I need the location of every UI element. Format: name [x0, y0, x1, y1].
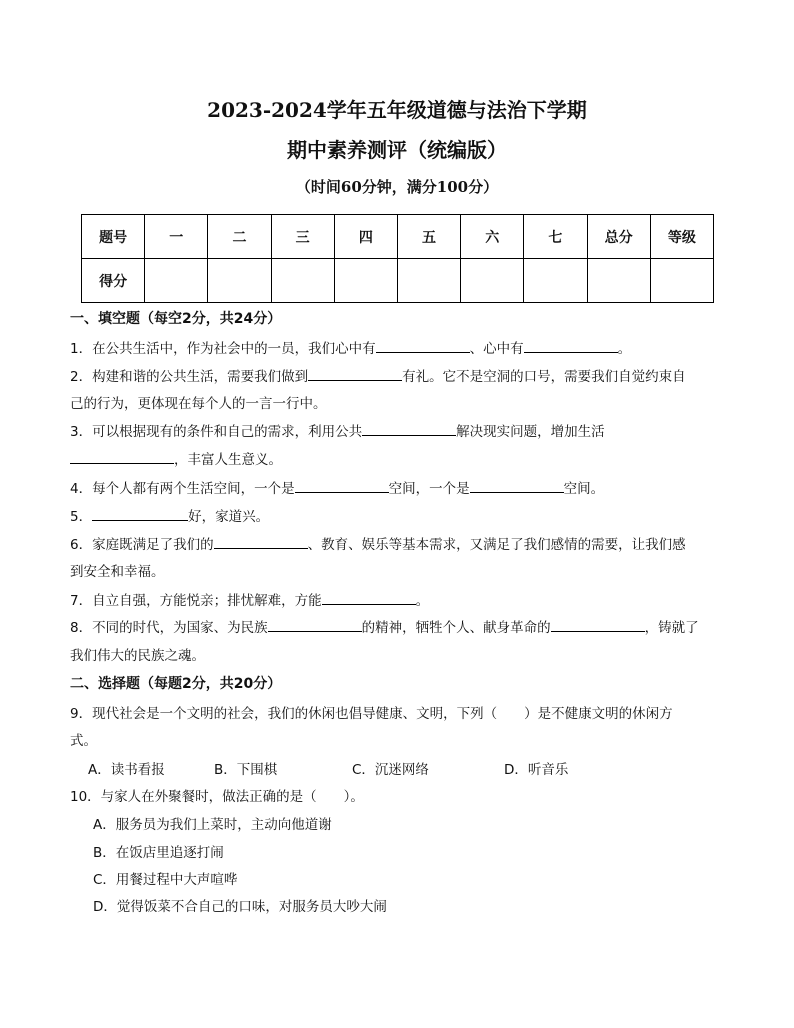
score-cell[interactable]: [397, 259, 460, 303]
question-text: 、心中有: [469, 341, 524, 357]
answer-blank[interactable]: [551, 617, 645, 632]
question-7: [70, 589, 429, 609]
question-text: 解决现实问题，增加生活: [456, 424, 605, 440]
question-8-cont: 我们伟大的民族之魂。: [70, 648, 205, 664]
question-text: 、教育、娱乐等基本需求，又满足了我们感情的需要，让我们感: [307, 537, 686, 553]
table-cell: 三: [271, 215, 334, 259]
answer-blank[interactable]: [268, 617, 362, 632]
question-text: 8．不同的时代，为国家、为民族: [70, 620, 268, 636]
question-text: ，丰富人生意义。: [174, 452, 282, 468]
score-cell[interactable]: [587, 259, 650, 303]
option-9-a[interactable]: A．读书看报: [88, 762, 165, 778]
question-9-cont: 式。: [70, 733, 97, 749]
option-10-a[interactable]: A．服务员为我们上菜时，主动向他道谢: [93, 817, 332, 833]
question-4: [70, 477, 604, 497]
question-3-cont: [70, 448, 282, 468]
option-9-d[interactable]: D．听音乐: [504, 762, 569, 778]
score-table: [81, 214, 714, 303]
question-text: 空间。: [563, 481, 605, 497]
score-cell[interactable]: [650, 259, 713, 303]
question-5: [70, 505, 269, 525]
table-cell: 七: [524, 215, 587, 259]
table-cell: 得分: [82, 259, 145, 303]
question-text: 。: [617, 341, 632, 357]
answer-blank[interactable]: [362, 421, 456, 436]
answer-blank[interactable]: [524, 338, 618, 353]
question-text: 2．构建和谐的公共生活，需要我们做到: [70, 369, 309, 385]
answer-blank[interactable]: [92, 506, 188, 521]
table-cell: 五: [397, 215, 460, 259]
question-10: 10．与家人在外聚餐时，做法正确的是（ ）。: [70, 789, 364, 805]
section-heading-fill-blank: 一、填空题（每空2分，共24分）: [70, 311, 282, 327]
score-cell[interactable]: [145, 259, 208, 303]
section-heading-multiple-choice: 二、选择题（每题2分，共20分）: [70, 676, 282, 692]
option-9-c[interactable]: C．沉迷网络: [352, 762, 429, 778]
question-text: 7．自立自强，方能悦亲；排忧解难，方能: [70, 593, 322, 609]
question-2: [70, 365, 686, 385]
answer-blank[interactable]: [470, 478, 564, 493]
answer-blank[interactable]: [322, 590, 416, 605]
score-table-score-row: [82, 259, 714, 303]
table-cell: 一: [145, 215, 208, 259]
question-text: 4．每个人都有两个生活空间，一个是: [70, 481, 295, 497]
question-3: [70, 420, 605, 440]
table-cell: 总分: [587, 215, 650, 259]
answer-blank[interactable]: [376, 338, 470, 353]
table-cell: 题号: [82, 215, 145, 259]
question-text: 1．在公共生活中，作为社会中的一员，我们心中有: [70, 341, 376, 357]
score-cell[interactable]: [334, 259, 397, 303]
score-table-header-row: [82, 215, 714, 259]
score-cell[interactable]: [524, 259, 587, 303]
question-1: [70, 337, 631, 357]
option-9-b[interactable]: B．下围棋: [214, 762, 278, 778]
question-text: ，铸就了: [644, 620, 699, 636]
question-8: [70, 616, 699, 636]
question-6: [70, 533, 686, 553]
option-10-d[interactable]: D．觉得饭菜不合自己的口味，对服务员大吵大闹: [93, 899, 387, 915]
question-text: 3．可以根据现有的条件和自己的需求，利用公共: [70, 424, 363, 440]
question-6-cont: 到安全和幸福。: [70, 564, 165, 580]
score-cell[interactable]: [208, 259, 271, 303]
answer-blank[interactable]: [295, 478, 389, 493]
question-9: 9．现代社会是一个文明的社会，我们的休闲也倡导健康、文明，下列（ ）是不健康文明的休闲方: [70, 706, 673, 722]
question-text: 有礼。它不是空洞的口号，需要我们自觉约束自: [402, 369, 686, 385]
question-text: 5．: [70, 509, 93, 525]
question-2-cont: 己的行为，更体现在每个人的一言一行中。: [70, 396, 327, 412]
question-text: 空间，一个是: [388, 481, 470, 497]
exam-subtitle: 期中素养测评（统编版）: [287, 138, 507, 162]
question-text: 。: [415, 593, 430, 609]
table-cell: 等级: [650, 215, 713, 259]
exam-title: 2023-2024学年五年级道德与法治下学期: [207, 98, 587, 122]
time-note: （时间60分钟，满分100分）: [295, 178, 499, 196]
option-10-c[interactable]: C．用餐过程中大声喧哗: [93, 872, 238, 888]
table-cell: 六: [461, 215, 524, 259]
option-10-b[interactable]: B．在饭店里追逐打闹: [93, 845, 224, 861]
table-cell: 四: [334, 215, 397, 259]
score-cell[interactable]: [271, 259, 334, 303]
table-cell: 二: [208, 215, 271, 259]
answer-blank[interactable]: [214, 534, 308, 549]
question-text: 6．家庭既满足了我们的: [70, 537, 214, 553]
answer-blank[interactable]: [308, 366, 402, 381]
score-cell[interactable]: [461, 259, 524, 303]
question-text: 好，家道兴。: [188, 509, 270, 525]
answer-blank[interactable]: [70, 449, 174, 464]
question-text: 的精神，牺牲个人、献身革命的: [361, 620, 551, 636]
